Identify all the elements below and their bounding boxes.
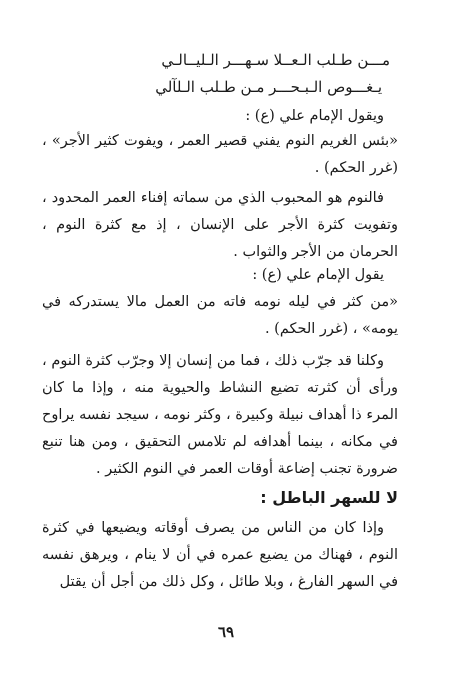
paragraph-explanation-1: فالنوم هو المحبوب الذي من سماته إفناء العمر المحدود ، وتفويت كثرة الأجر على الإنسان ، إذ مع كثرة النوم ، الحرمان من الأجر والثواب .	[42, 190, 398, 260]
section-heading-title: لا للسهر الباطل	[272, 488, 398, 507]
paragraph-quote-1: «بئس الغريم النوم يفني قصير العمر ، ويفوت كثير الأجر» ، (غرر الحكم) .	[42, 133, 398, 176]
paragraph-quote-2: «من كثر في ليله نومه فاته من العمل مالا يستدركه في يومه» ، (غرر الحكم) .	[42, 294, 398, 337]
paragraph-imam-intro-1: ويقول الإمام علي (ع) :	[245, 108, 384, 124]
paragraph-explanation-2: وكلنا قد جرّب ذلك ، فما من إنسان إلا وجرّب كثرة النوم ، ورأى أن كثرته تضيع النشاط والحيوية منه ، وإذا ما كان المرء ذا أهداف نبيلة وكبيرة ، وكثر نومه ، سيجد نفسه يراوح في مكانه ، بينما أهدافه لم تلامس التحقيق ، ومن هنا تنبع ضرورة تجنب إضاعة أوقات العمر في النوم الكثير .	[42, 353, 398, 477]
section-heading-colon: :	[260, 488, 273, 507]
page-number: ٦٩	[217, 623, 235, 641]
section-heading	[260, 485, 398, 511]
paragraph-imam-intro-2: يقول الإمام علي (ع) :	[252, 267, 384, 283]
verse-line-2: يـغـــوص الـبـحـــر مـن طـلب الـلآلي	[155, 78, 382, 96]
paragraph-section-body: وإذا كان من الناس من يصرف أوقاته ويضيعها في كثرة النوم ، فهناك من يضيع عمره في أن لا ينام ، ويرهق نفسه في السهر الفارغ ، وبلا طائل ، وكل ذلك من أجل أن يقتل	[42, 520, 398, 590]
verse-line-1: مـــن طـلب الـعــلا سـهـــر الـليــالـي	[161, 51, 390, 69]
